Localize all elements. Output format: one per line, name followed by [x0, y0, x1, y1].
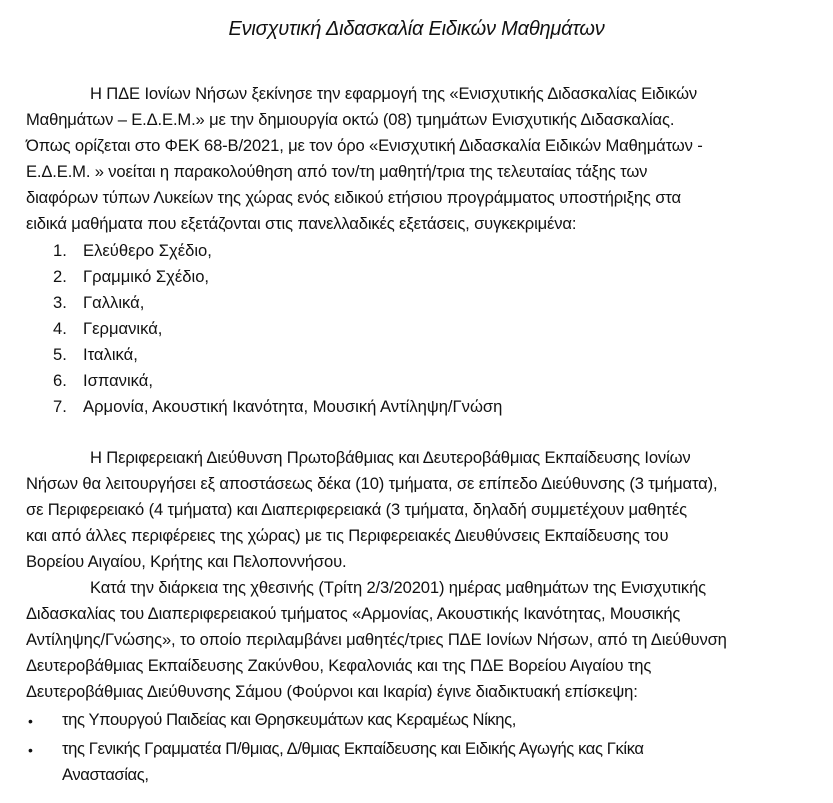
- list-text: Γαλλικά,: [83, 293, 145, 312]
- list-text: Γραμμικό Σχέδιο,: [83, 267, 210, 286]
- bullet-icon: •: [28, 742, 33, 758]
- paragraph2-line: Νήσων θα λειτουργήσει εξ αποστάσεως δέκα (10) τμήματα, σε επίπεδο Διεύθυνσης (3 τμήματα),: [26, 474, 718, 493]
- paragraph3-line: Δευτεροβάθμιας Διεύθυνσης Σάμου (Φούρνοι και Ικαρία) έγινε διαδικτυακή επίσκεψη:: [26, 682, 638, 701]
- document-title: Ενισχυτική Διδασκαλία Ειδικών Μαθημάτων: [228, 18, 605, 40]
- list-number: 3.: [53, 293, 67, 312]
- paragraph1-line: Η ΠΔΕ Ιονίων Νήσων ξεκίνησε την εφαρμογή της «Ενισχυτικής Διδασκαλίας Ειδικών: [90, 84, 698, 103]
- list-text: Αναστασίας,: [62, 765, 149, 784]
- list-number: 7.: [53, 397, 67, 416]
- paragraph1-line: Μαθημάτων – Ε.Δ.Ε.Μ.» με την δημιουργία οκτώ (08) τμημάτων Ενισχυτικής Διδασκαλίας.: [26, 110, 675, 129]
- paragraph1-line: Όπως ορίζεται στο ΦΕΚ 68-Β/2021, με τον όρο «Ενισχυτική Διδασκαλία Ειδικών Μαθημάτων -: [26, 136, 703, 155]
- paragraph2-line: και από άλλες περιφέρειες της χώρας) με τις Περιφερειακές Διευθύνσεις Εκπαίδευσης του: [26, 526, 669, 545]
- paragraph1-line: ειδικά μαθήματα που εξετάζονται στις πανελλαδικές εξετάσεις, συγκεκριμένα:: [26, 214, 577, 233]
- list-number: 6.: [53, 371, 67, 390]
- paragraph3-line: Διδασκαλίας του Διαπεριφερειακού τμήματος «Αρμονίας, Ακουστικής Ικανότητας, Μουσικής: [26, 604, 681, 623]
- list-text: Ισπανικά,: [83, 371, 153, 390]
- list-text: Ιταλικά,: [83, 345, 138, 364]
- list-number: 4.: [53, 319, 67, 338]
- list-text: Γερμανικά,: [83, 319, 163, 338]
- paragraph1-line: διαφόρων τύπων Λυκείων της χώρας ενός ειδικού ετήσιου προγράμματος υποστήριξης στα: [26, 188, 681, 207]
- list-number: 2.: [53, 267, 67, 286]
- list-text: Ελεύθερο Σχέδιο,: [83, 241, 212, 260]
- paragraph2-line: Βορείου Αιγαίου, Κρήτης και Πελοποννήσου.: [26, 552, 347, 571]
- paragraph2-line: Η Περιφερειακή Διεύθυνση Πρωτοβάθμιας και Δευτεροβάθμιας Εκπαίδευσης Ιονίων: [90, 448, 691, 467]
- bullet-icon: •: [28, 713, 33, 729]
- paragraph3-line: Αντίληψης/Γνώσης», το οποίο περιλαμβάνει μαθητές/τριες ΠΔΕ Ιονίων Νήσων, από τη Διεύθυνση: [26, 630, 727, 649]
- paragraph3-line: Κατά την διάρκεια της χθεσινής (Τρίτη 2/3/20201) ημέρας μαθημάτων της Ενισχυτικής: [90, 578, 706, 597]
- list-text: Αρμονία, Ακουστική Ικανότητα, Μουσική Αντίληψη/Γνώση: [83, 397, 503, 416]
- list-number: 5.: [53, 345, 67, 364]
- list-text: της Γενικής Γραμματέα Π/θμιας, Δ/θμιας Εκπαίδευσης και Ειδικής Αγωγής κας Γκίκα: [62, 739, 644, 758]
- list-number: 1.: [53, 241, 67, 260]
- paragraph3-line: Δευτεροβάθμιας Εκπαίδευσης Ζακύνθου, Κεφαλονιάς και της ΠΔΕ Βορείου Αιγαίου της: [26, 656, 652, 675]
- list-text: της Υπουργού Παιδείας και Θρησκευμάτων κας Κεραμέως Νίκης,: [62, 710, 516, 729]
- paragraph1-line: Ε.Δ.Ε.Μ. » νοείται η παρακολούθηση από τον/τη μαθητή/τρια της τελευταίας τάξης των: [26, 162, 648, 181]
- paragraph2-line: σε Περιφερειακό (4 τμήματα) και Διαπεριφερειακά (3 τμήματα, δηλαδή συμμετέχουν μαθητές: [26, 500, 687, 519]
